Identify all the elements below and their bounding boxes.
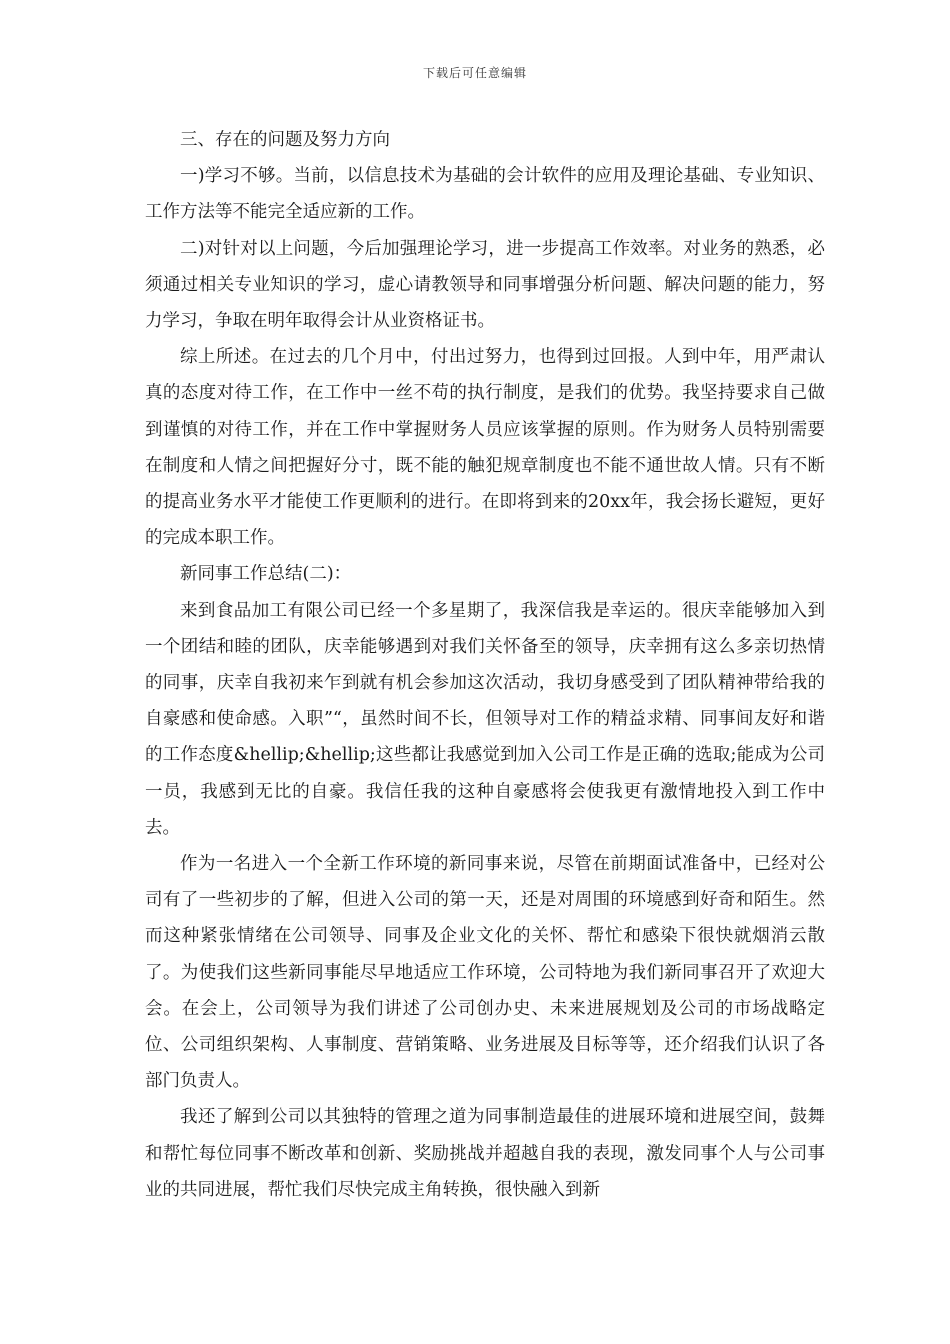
page-header-note: 下载后可任意编辑	[422, 66, 527, 80]
paragraph-new-environment: 作为一名进入一个全新工作环境的新同事来说，尽管在前期面试准备中，已经对公司有了一些初步的了解，但进入公司的第一天，还是对周围的环境感到好奇和陌生。然而这种紧张情绪在公司领导、同事及企业文化的关怀、帮忙和感染下很快就烟消云散了。为使我们这些新同事能尽早地适应工作环境，公司特地为我们新同事召开了欢迎大会。在会上，公司领导为我们讲述了公司创办史、未来进展规划及公司的市场战略定位、公司组织架构、人事制度、营销策略、业务进展及目标等等，还介绍我们认识了各部门负责人。	[145, 854, 825, 1092]
section-heading: 三、存在的问题及努力方向	[180, 130, 390, 150]
paragraph-problem-two: 二)对针对以上问题，今后加强理论学习，进一步提高工作效率。对业务的熟悉，必须通过相关专业知识的学习，虚心请教领导和同事增强分析问题、解决问题的能力，努力学习，争取在明年取得会计从业资格证书。	[145, 238, 825, 332]
subsection-heading: 新同事工作总结(二)：	[180, 564, 352, 585]
paragraph-summary: 综上所述。在过去的几个月中，付出过努力，也得到过回报。人到中年，用严肃认真的态度对待工作，在工作中一丝不苟的执行制度，是我们的优势。我坚持要求自己做到谨慎的对待工作，并在工作中掌握财务人员应该掌握的原则。作为财务人员特别需要在制度和人情之间把握好分寸，既不能的触犯规章制度也不能不通世故人情。只有不断的提高业务水平才能使工作更顺利的进行。在即将到来的20xx年，我会扬长避短，更好的完成本职工作。	[145, 347, 825, 549]
document-body	[145, 122, 825, 1208]
paragraph-company-culture: 我还了解到公司以其独特的管理之道为同事制造最佳的进展环境和进展空间，鼓舞和帮忙每位同事不断改革和创新、奖励挑战并超越自我的表现，激发同事个人与公司事业的共同进展，帮忙我们尽快完成主角转换，很快融入到新	[145, 1107, 825, 1200]
paragraph-arrival: 来到食品加工有限公司已经一个多星期了，我深信我是幸运的。很庆幸能够加入到一个团结和睦的团队，庆幸能够遇到对我们关怀备至的领导，庆幸拥有这么多亲切热情的同事，庆幸自我初来乍到就有机会参加这次活动，我切身感受到了团队精神带给我的自豪感和使命感。入职”“，虽然时间不长，但领导对工作的精益求精、同事间友好和谐的工作态度&hellip;&hellip;这些都让我感觉到加入公司工作是正确的选取;能成为公司一员，我感到无比的自豪。我信任我的这种自豪感将会使我更有激情地投入到工作中去。	[145, 600, 825, 838]
paragraph-problem-one: 一)学习不够。当前，以信息技术为基础的会计软件的应用及理论基础、专业知识、工作方法等不能完全适应新的工作。	[145, 166, 825, 223]
